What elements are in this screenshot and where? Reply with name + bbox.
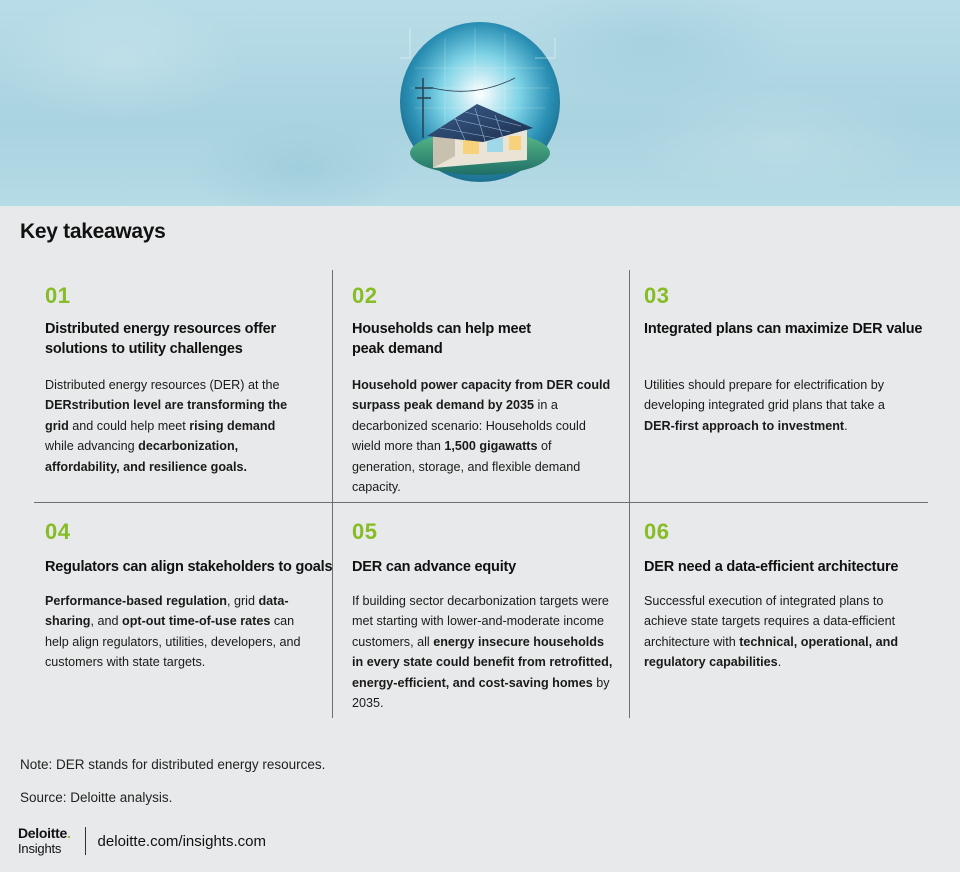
website-link[interactable]: deloitte.com/insights.com	[97, 832, 266, 850]
body-text: in a decarbonized scenario: Households could wield more than	[352, 398, 586, 454]
body-emphasis: rising demand	[189, 418, 276, 433]
body-text: by 2035.	[352, 675, 610, 711]
takeaway-heading: Integrated plans can maximize DER value	[644, 321, 923, 337]
body-emphasis: energy insecure households in every state could benefit from retrofitted, energy-efficient, and cost-saving homes	[352, 634, 613, 690]
takeaway-heading: DER need a data-efficient architecture	[644, 559, 899, 575]
takeaway-number: 01	[45, 283, 71, 308]
body-emphasis: DERstribution level are transforming the grid	[45, 398, 288, 433]
body-text: Successful execution of integrated plans to achieve state targets requires a data-efficient architecture with	[644, 594, 896, 649]
takeaway-number: 06	[644, 519, 670, 544]
takeaway-card-04	[45, 519, 333, 673]
body-emphasis: opt-out time-of-use rates	[122, 614, 271, 629]
takeaway-number: 03	[644, 283, 670, 308]
takeaway-card-01	[45, 283, 330, 477]
body-emphasis: DER-first approach to investment	[644, 418, 845, 433]
logo-subtitle: Insights	[18, 841, 62, 856]
body-text: If building sector decarbonization targets were met starting with lower-and-moderate income customers, all	[352, 594, 609, 649]
takeaway-heading: Regulators can align stakeholders to goals	[45, 559, 333, 575]
takeaway-number: 05	[352, 519, 378, 544]
logo-dot: .	[66, 825, 71, 841]
body-text: while advancing	[45, 439, 139, 454]
footer-divider	[85, 827, 86, 855]
takeaway-card-06	[644, 519, 929, 673]
body-text: of generation, storage, and flexible demand capacity.	[352, 439, 581, 495]
body-text: Distributed energy resources (DER) at the	[45, 378, 280, 392]
house-globe-illustration	[395, 18, 565, 190]
body-text: and could help meet	[68, 418, 190, 433]
footer	[18, 826, 266, 856]
takeaway-heading: Distributed energy resources offer solutions to utility challenges	[45, 321, 276, 357]
takeaway-number: 02	[352, 283, 378, 308]
body-emphasis: decarbonization, affordability, and resilience goals.	[45, 439, 248, 474]
body-emphasis: Household power capacity from DER could surpass peak demand by 2035	[352, 378, 611, 413]
body-text: , and	[90, 614, 123, 629]
deloitte-insights-logo	[18, 826, 71, 856]
body-text: , grid	[226, 594, 259, 608]
takeaway-card-03	[644, 283, 929, 436]
body-emphasis: 1,500 gigawatts	[444, 439, 538, 454]
takeaway-body	[352, 375, 614, 497]
body-text: can help align regulators, utilities, developers, and customers with state targets.	[45, 614, 301, 670]
body-text: .	[777, 655, 782, 670]
logo-wordmark: Deloitte	[18, 825, 67, 841]
page-title: Key takeaways	[20, 220, 166, 243]
takeaway-heading: Households can help meet peak demand	[352, 321, 531, 357]
takeaway-card-05	[352, 519, 637, 713]
takeaway-body	[644, 375, 896, 436]
takeaway-body	[352, 591, 614, 713]
body-emphasis: Performance-based regulation	[45, 594, 227, 608]
body-text: Utilities should prepare for electrification by developing integrated grid plans that take a	[644, 378, 885, 413]
takeaway-body	[45, 375, 307, 477]
row-divider	[34, 502, 928, 503]
column-divider	[332, 270, 333, 502]
header-banner	[0, 0, 960, 206]
body-text: .	[844, 418, 848, 433]
body-emphasis: data-sharing	[45, 594, 289, 629]
takeaway-number: 04	[45, 519, 71, 544]
source-note: Source: Deloitte analysis.	[20, 790, 173, 805]
takeaway-heading: DER can advance equity	[352, 559, 517, 575]
takeaway-body	[45, 591, 317, 673]
takeaway-card-02	[352, 283, 637, 497]
column-divider	[332, 502, 333, 718]
takeaway-body	[644, 591, 902, 673]
footnote: Note: DER stands for distributed energy resources.	[20, 757, 326, 772]
body-emphasis: technical, operational, and regulatory capabilities	[644, 634, 899, 670]
